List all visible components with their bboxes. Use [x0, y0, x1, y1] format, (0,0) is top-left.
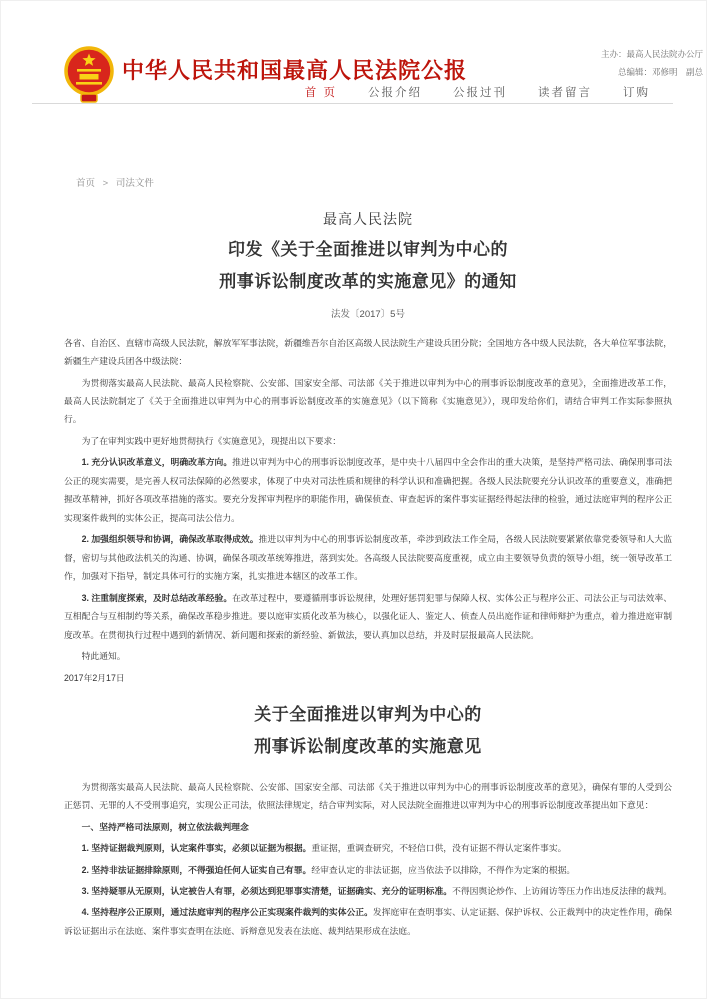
opinion-title-line1: 关于全面推进以审判为中心的 — [254, 705, 482, 725]
notice-title — [64, 234, 672, 299]
opinion-title — [64, 699, 672, 764]
notice-item-2-text: 推进以审判为中心的刑事诉讼制度改革，牵涉到政法工作全局，各级人民法院要紧紧依靠党委领导和人大监督，密切与其他政法机关的沟通、协调，确保各项改革统筹推进，落到实处。各高级人民法院要高度重视，成立由主要领导负责的领导小组，统一领导改革工作，加强对下指导，制定具体可行的实施方案，扎实推进本辖区的改革工作。 — [64, 534, 672, 582]
opinion-item-3-text: 不得因舆论炒作、上访闹访等压力作出违反法律的裁判。 — [452, 885, 672, 896]
notice-item-3 — [64, 589, 672, 644]
organizer-text: 主办：最高人民法院办公厅 — [600, 49, 703, 59]
nav-item-home[interactable]: 首 页 — [304, 87, 337, 99]
notice-paragraph-2: 为了在审判实践中更好地贯彻执行《实施意见》，现提出以下要求： — [81, 435, 342, 446]
opinion-item-1 — [64, 839, 672, 857]
notice-item-2-lead: 2. 加强组织领导和协调，确保改革取得成效。 — [81, 534, 259, 545]
notice-item-3-lead: 3. 注重制度探索，及时总结改革经验。 — [81, 592, 233, 603]
opinion-item-3-lead: 3. 坚持疑罪从无原则，认定被告人有罪，必须达到犯罪事实清楚，证据确实、充分的证明标准。 — [81, 885, 453, 896]
header-divider — [32, 103, 673, 104]
notice-closing: 特此通知。 — [81, 651, 126, 662]
notice-item-1-text: 推进以审判为中心的刑事诉讼制度改革，是中央十八届四中全会作出的重大决策，是坚持严格司法、确保刑事司法公正的现实需要，是完善人权司法保障的必然要求，体现了中央对司法性质和规律的科学认识和准确把握。各级人民法院要充分认识改革的重要意义，准确把握改革精神，抓好各项改革措施的落实。要充分发挥审判程序的职能作用，确保侦查、审查起诉的案件事实证据经得起法律的检验，通过法庭审判的程序公正实现案件裁判的实体公正，提高司法公信力。 — [64, 457, 672, 523]
opinion-item-4-text: 发挥庭审在查明事实、认定证据、保护诉权、公正裁判中的决定性作用，确保诉讼证据出示在法庭、案件事实查明在法庭、诉辩意见发表在法庭、裁判结果形成在法庭。 — [64, 907, 672, 936]
opinion-intro: 为贯彻落实最高人民法院、最高人民检察院、公安部、国家安全部、司法部《关于推进以审判为中心的刑事诉讼制度改革的意见》，确保有罪的人受到公正惩罚、无罪的人不受刑事追究，实现公正司法，依照法律规定，结合审判实际，对人民法院全面推进以审判为中心的刑事诉讼制度改革提出如下意见： — [64, 781, 672, 811]
notice-title-line2: 刑事诉讼制度改革的实施意见》的通知 — [219, 272, 517, 292]
notice-doc-number: 法发〔2017〕5号 — [331, 308, 405, 320]
opinion-item-2-text: 经审查认定的非法证据，应当依法予以排除，不得作为定案的根据。 — [311, 864, 576, 875]
opinion-item-2-lead: 2. 坚持非法证据排除原则，不得强迫任何人证实自己有罪。 — [81, 864, 312, 875]
opinion-item-4 — [64, 903, 672, 940]
notice-paragraph-1: 为贯彻落实最高人民法院、最高人民检察院、公安部、国家安全部、司法部《关于推进以审判为中心的刑事诉讼制度改革的意见》，全面推进改革工作，最高人民法院制定了《关于全面推进以审判为中心的刑事诉讼制度改革的实施意见》（以下简称《实施意见》），现印发给你们，请结合审判工作实际参照执行。 — [64, 377, 672, 425]
site-header — [1, 1, 706, 105]
opinion-item-1-text: 重证据，重调查研究，不轻信口供，没有证据不得认定案件事实。 — [311, 843, 567, 854]
breadcrumb — [1, 105, 706, 189]
nav-item-gazette-intro[interactable]: 公报介绍 — [368, 87, 422, 99]
header-meta — [601, 46, 703, 82]
breadcrumb-home-link[interactable]: 首页 — [76, 178, 96, 189]
notice-recipients: 各省、自治区、直辖市高级人民法院，解放军军事法院，新疆维吾尔自治区高级人民法院生产建设兵团分院；全国地方各中级人民法院，各大单位军事法院，新疆生产建设兵团各中级法院： — [64, 337, 672, 367]
notice-title-line1: 印发《关于全面推进以审判为中心的 — [228, 240, 508, 259]
notice-document — [1, 209, 706, 940]
opinion-item-4-lead: 4. 坚持程序公正原则，通过法庭审判的程序公正实现案件裁判的实体公正。 — [81, 907, 373, 918]
opinion-item-2 — [64, 861, 672, 879]
editor-text: 总编辑：邓修明 副总 — [617, 66, 703, 77]
nav-item-subscribe[interactable]: 订购 — [623, 87, 650, 99]
nav-item-gazette-archive[interactable]: 公报过刊 — [453, 87, 507, 99]
site-title[interactable]: 中华人民共和国最高人民法院公报 — [122, 58, 468, 83]
notice-item-1 — [64, 453, 672, 527]
opinion-section1-heading: 一、坚持严格司法原则，树立依法裁判理念 — [81, 821, 249, 832]
notice-item-2 — [64, 530, 672, 585]
notice-date: 2017年2月17日 — [64, 672, 125, 683]
opinion-title-line2: 刑事诉讼制度改革的实施意见 — [254, 737, 482, 757]
notice-item-3-text: 在改革过程中，要遵循刑事诉讼规律，处理好惩罚犯罪与保障人权、实体公正与程序公正、司法公正与司法效率、互相配合与互相制约等关系，确保改革稳步推进。要以庭审实质化改革为核心，以强化证人、鉴定人、侦查人员出庭作证和律师辩护为重点，着力推进庭审制度改革。在贯彻执行过程中遇到的新情况、新问题和探索的新经验、新做法，要认真加以总结，并及时层报最高人民法院。 — [64, 592, 672, 640]
opinion-item-1-lead: 1. 坚持证据裁判原则，认定案件事实，必须以证据为根据。 — [81, 843, 312, 854]
nav-item-reader-feedback[interactable]: 读者留言 — [538, 87, 592, 99]
notice-item-1-lead: 1. 充分认识改革意义，明确改革方向。 — [81, 457, 233, 468]
national-emblem-icon — [63, 45, 115, 103]
breadcrumb-current[interactable]: 司法文件 — [115, 178, 154, 189]
opinion-item-3 — [64, 882, 672, 900]
notice-issuer: 最高人民法院 — [323, 211, 413, 227]
main-nav — [305, 84, 650, 100]
breadcrumb-separator: > — [102, 178, 109, 189]
